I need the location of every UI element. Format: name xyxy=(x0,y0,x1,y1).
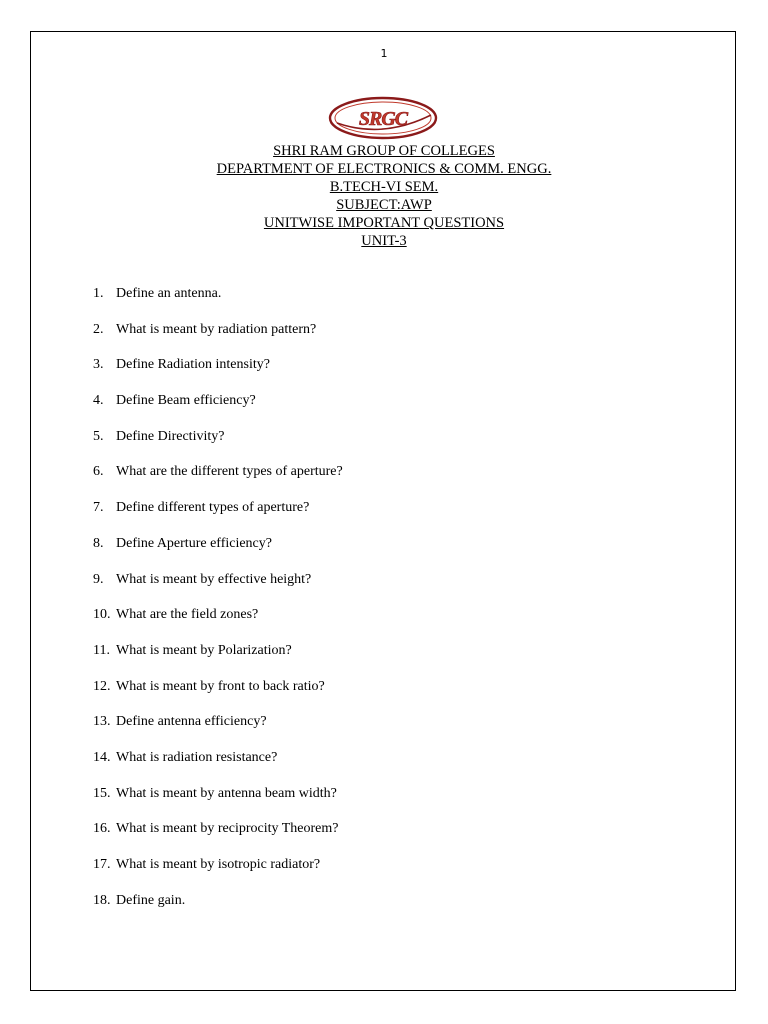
question-list xyxy=(93,284,343,926)
question-number: 6. xyxy=(93,464,104,480)
question-item xyxy=(93,284,343,320)
question-item xyxy=(93,784,343,820)
question-item xyxy=(93,748,343,784)
question-item xyxy=(93,534,343,570)
question-text: What is meant by reciprocity Theorem? xyxy=(116,821,339,837)
question-number: 9. xyxy=(93,571,104,587)
question-item xyxy=(93,605,343,641)
question-item xyxy=(93,427,343,463)
question-item xyxy=(93,320,343,356)
subject: SUBJECT:AWP xyxy=(336,197,432,213)
question-text: Define gain. xyxy=(116,892,186,908)
question-number: 12. xyxy=(93,678,111,694)
question-number: 4. xyxy=(93,393,104,409)
question-number: 1. xyxy=(93,286,104,301)
question-number: 14. xyxy=(93,749,111,765)
question-item xyxy=(93,855,343,891)
logo-text: SRGC xyxy=(358,108,408,130)
question-number: 17. xyxy=(93,857,111,872)
college-name: SHRI RAM GROUP OF COLLEGES xyxy=(273,143,495,159)
question-item xyxy=(93,570,343,606)
document-title: UNITWISE IMPORTANT QUESTIONS xyxy=(263,215,505,231)
question-text: What is meant by radiation pattern? xyxy=(116,321,317,337)
question-text: Define Aperture efficiency? xyxy=(116,535,272,551)
question-number: 3. xyxy=(93,357,104,373)
question-number: 11. xyxy=(93,642,110,658)
semester: B.TECH-VI SEM. xyxy=(329,179,439,195)
question-number: 10. xyxy=(93,607,111,623)
question-item xyxy=(93,391,343,427)
question-item xyxy=(93,498,343,534)
question-number: 18. xyxy=(93,892,111,908)
question-text: What is meant by effective height? xyxy=(116,571,312,587)
question-text: Define Radiation intensity? xyxy=(116,357,270,373)
page-number: 1 xyxy=(380,47,388,60)
question-text: What is meant by Polarization? xyxy=(116,642,292,658)
college-logo xyxy=(327,95,439,141)
question-text: What is meant by isotropic radiator? xyxy=(116,857,321,872)
question-text: What are the different types of aperture? xyxy=(116,464,343,480)
unit-label: UNIT-3 xyxy=(361,233,407,249)
question-text: Define an antenna. xyxy=(116,286,222,301)
question-item xyxy=(93,712,343,748)
question-number: 15. xyxy=(93,785,111,801)
department-name: DEPARTMENT OF ELECTRONICS & COMM. ENGG. xyxy=(216,161,552,177)
question-text: Define antenna efficiency? xyxy=(116,714,267,730)
question-number: 7. xyxy=(93,500,104,516)
question-text: Define Directivity? xyxy=(116,428,225,444)
question-item xyxy=(93,819,343,855)
document-header xyxy=(0,142,768,250)
question-text: What are the field zones? xyxy=(116,607,259,623)
question-item xyxy=(93,891,343,927)
question-number: 8. xyxy=(93,535,104,551)
question-item xyxy=(93,677,343,713)
question-number: 16. xyxy=(93,821,111,837)
question-text: What is radiation resistance? xyxy=(116,749,278,765)
question-text: Define Beam efficiency? xyxy=(116,393,256,409)
question-item xyxy=(93,641,343,677)
question-text: What is meant by antenna beam width? xyxy=(116,785,337,801)
question-number: 5. xyxy=(93,428,104,444)
question-number: 2. xyxy=(93,321,104,337)
question-item xyxy=(93,355,343,391)
question-number: 13. xyxy=(93,714,111,730)
question-text: What is meant by front to back ratio? xyxy=(116,678,325,694)
question-text: Define different types of aperture? xyxy=(116,500,310,516)
question-item xyxy=(93,462,343,498)
